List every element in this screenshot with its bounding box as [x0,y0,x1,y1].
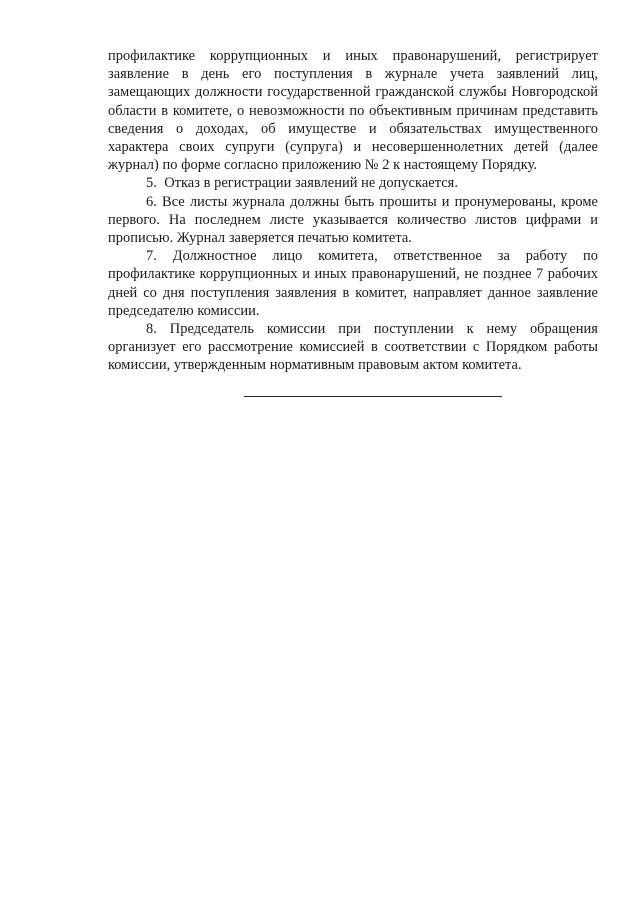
lead-paragraph: профилактике коррупционных и иных правонарушений, регистрирует заявление в день его поступления в журнале учета заявлений лиц, замещающих должности государственной гражданской службы Новгородской области в комитете, о невозможности по объективным причинам представить сведения о доходах, об имуществе и обязательствах имущественного характера своих супруги (супруга) и несовершеннолетних детей (далее журнал) по форме согласно приложению № 2 к настоящему Порядку. [108,48,598,174]
item-text: Должностное лицо комитета, ответственное за работу по профилактике коррупционных и иных правонарушений, не позднее 7 рабочих дней со дня поступления заявления в комитет, направляет данное заявление председателю комиссии. [108,248,598,319]
item-number: 6. [146,193,157,210]
list-item-6 [108,193,598,248]
document-body [108,47,598,375]
item-number: 8. [146,321,157,338]
list-item-5 [108,174,598,192]
item-text: Отказ в регистрации заявлений не допускается. [164,175,458,192]
list-item-7 [108,247,598,320]
item-text: Все листы журнала должны быть прошиты и пронумерованы, кроме первого. На последнем листе указывается количество листов цифрами и прописью. Журнал заверяется печатью комитета. [108,193,598,247]
list-item-8 [108,320,598,375]
end-of-document-line [244,396,502,397]
item-number: 5. [146,175,157,192]
item-text: Председатель комиссии при поступлении к нему обращения организует его рассмотрение комиссией в соответствии с Порядком работы комиссии, утвержденным нормативным правовым актом комитета. [108,321,598,374]
item-number: 7. [146,248,157,265]
